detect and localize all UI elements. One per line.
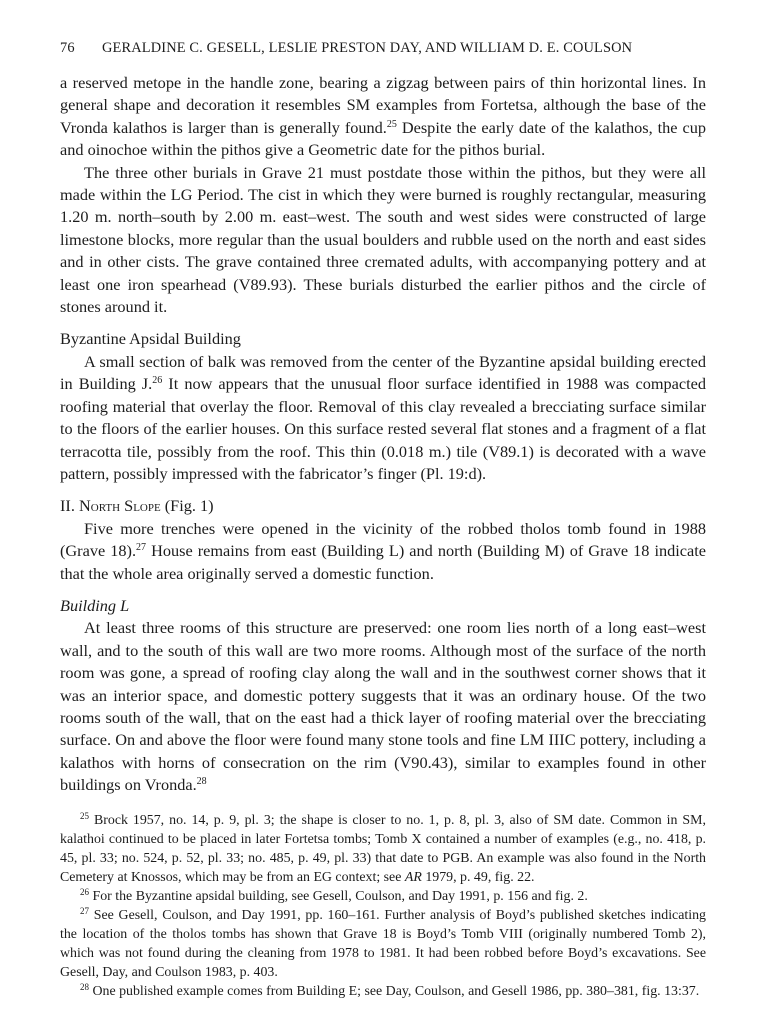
heading-building-l: Building L <box>60 595 130 615</box>
page-number: 76 <box>60 40 75 56</box>
footnote-number: 27 <box>80 905 89 916</box>
paragraph-north-slope <box>60 518 706 585</box>
heading-part: II. N <box>60 496 91 516</box>
paragraph-text: House remains from east (Building L) and north (Building M) of Grave 18 indicate that the whole area originally served a domestic function. <box>60 541 706 583</box>
footnote-26 <box>60 887 706 906</box>
footnote-text: 1979, p. 49, fig. 22. <box>421 869 535 885</box>
paragraph-text: At least three rooms of this structure are preserved: one room lies north of a long east–west wall, and to the south of this wall are two more rooms. Although most of the surface of the north room was gone, a spread of roofing clay along the wall and in the southwest corner shows that it was an interior space, and domestic pottery suggests that it was an ordinary house. Of the two rooms south of the wall, that on the east had a thick layer of roofing material over the brecciating surface. On and above the floor were found many stone tools and fine LM IIIC pottery, including a kalathos with horns of consecration on the rim (V90.43), similar to examples found in other buildings on Vronda. <box>60 618 706 795</box>
heading-byzantine-apsidal-building: Byzantine Apsidal Building <box>60 329 241 349</box>
footnote-28 <box>60 982 706 1001</box>
footnote-ref-28[interactable]: 28 <box>196 776 207 788</box>
footnote-text: See Gesell, Coulson, and Day 1991, pp. 160–161. Further analysis of Boyd’s published sketches indicating the location of the tholos tombs has shown that Grave 18 is Boyd’s Tomb VIII (originally numbered Tomb 2), which was not found during the cleaning from 1978 to 1981. It had been robbed before Boyd’s excavations. See Gesell, Day, and Coulson 1983, p. 403. <box>60 907 706 980</box>
footnote-25 <box>60 811 706 887</box>
footnote-27 <box>60 906 706 982</box>
paragraph-grave-21: The three other burials in Grave 21 must postdate those within the pithos, but they were all made within the LG Period. The cist in which they were burned is roughly rectangular, measuring 1.20 m. north–south by 2.00 m. east–west. The south and west sides were constructed of large limestone blocks, more regular than the usual boulders and rubble used on the north and east sides and in other cists. The grave contained three cremated adults, with accompanying pottery and at least one iron spearhead (V89.93). These burials disturbed the earlier pithos and the circle of stones around it. <box>60 162 706 317</box>
heading-part: lope <box>133 496 161 516</box>
heading-figure-ref: (Fig. 1) <box>160 496 214 516</box>
footnote-ref-25[interactable]: 25 <box>386 118 397 130</box>
footnote-number: 25 <box>80 810 89 821</box>
paragraph-kalathos <box>60 72 706 162</box>
running-header <box>60 38 706 58</box>
paragraph-text: It now appears that the unusual floor surface identified in 1988 was compacted roofing material that overlay the floor. Removal of this clay revealed a brecciating surface similar to the floors of the earlier houses. On this surface rested several flat stones and a fragment of a flat terracotta tile, possibly from the roof. This thin (0.018 m.) tile (V89.1) is decorated with a wave pattern, possibly impressed with the fabricator’s finger (Pl. 19:d). <box>60 374 706 483</box>
heading-part: orth <box>90 496 121 516</box>
footnote-text: For the Byzantine apsidal building, see Gesell, Coulson, and Day 1991, p. 156 and fig. 2. <box>92 888 588 904</box>
paragraph-building-l <box>60 617 706 796</box>
footnotes <box>60 811 706 1001</box>
heading-north-slope <box>60 495 706 517</box>
heading-part: S <box>120 496 134 516</box>
running-head-authors: GERALDINE C. GESELL, LESLIE PRESTON DAY, AND WILLIAM D. E. COULSON <box>102 40 633 56</box>
footnote-italic: AR <box>404 869 422 885</box>
body-text <box>60 72 706 797</box>
footnote-ref-27[interactable]: 27 <box>136 542 147 554</box>
paragraph-text: Despite the early date of the kalathos, the cup and oinochoe within the pithos give a Geometric date for the pithos burial. <box>60 117 707 160</box>
paragraph-byzantine <box>60 351 706 485</box>
paragraph-text: A small section of balk was removed from the center of the Byzantine apsidal building erected in Building J. <box>60 351 706 394</box>
footnote-number: 26 <box>80 886 89 897</box>
footnote-number: 28 <box>80 981 89 992</box>
footnote-ref-26[interactable]: 26 <box>152 375 163 387</box>
paragraph-text: a reserved metope in the handle zone, bearing a zigzag between pairs of thin horizontal lines. In general shape and decoration it resembles SM examples from Fortetsa, although the base of the Vronda kalathos is larger than is generally found. <box>60 73 706 137</box>
footnote-text: One published example comes from Building E; see Day, Coulson, and Gesell 1986, pp. 380–381, fig. 13:37. <box>92 983 700 999</box>
footnote-text: Brock 1957, no. 14, p. 9, pl. 3; the shape is closer to no. 1, p. 8, pl. 3, also of SM date. Common in SM, kalathoi continued to be placed in later Fortetsa tombs; Tomb X contained a number of examples (e.g., no. 418, p. 45, pl. 33; no. 524, p. 52, pl. 33; no. 485, p. 49, pl. 33) that date to PGB. An example was also found in the North Cemetery at Knossos, which may be from an EG context; see <box>60 812 706 885</box>
paragraph-text: Five more trenches were opened in the vicinity of the robbed tholos tomb found in 1988 (Grave 18). <box>60 518 706 561</box>
page <box>60 38 706 1001</box>
